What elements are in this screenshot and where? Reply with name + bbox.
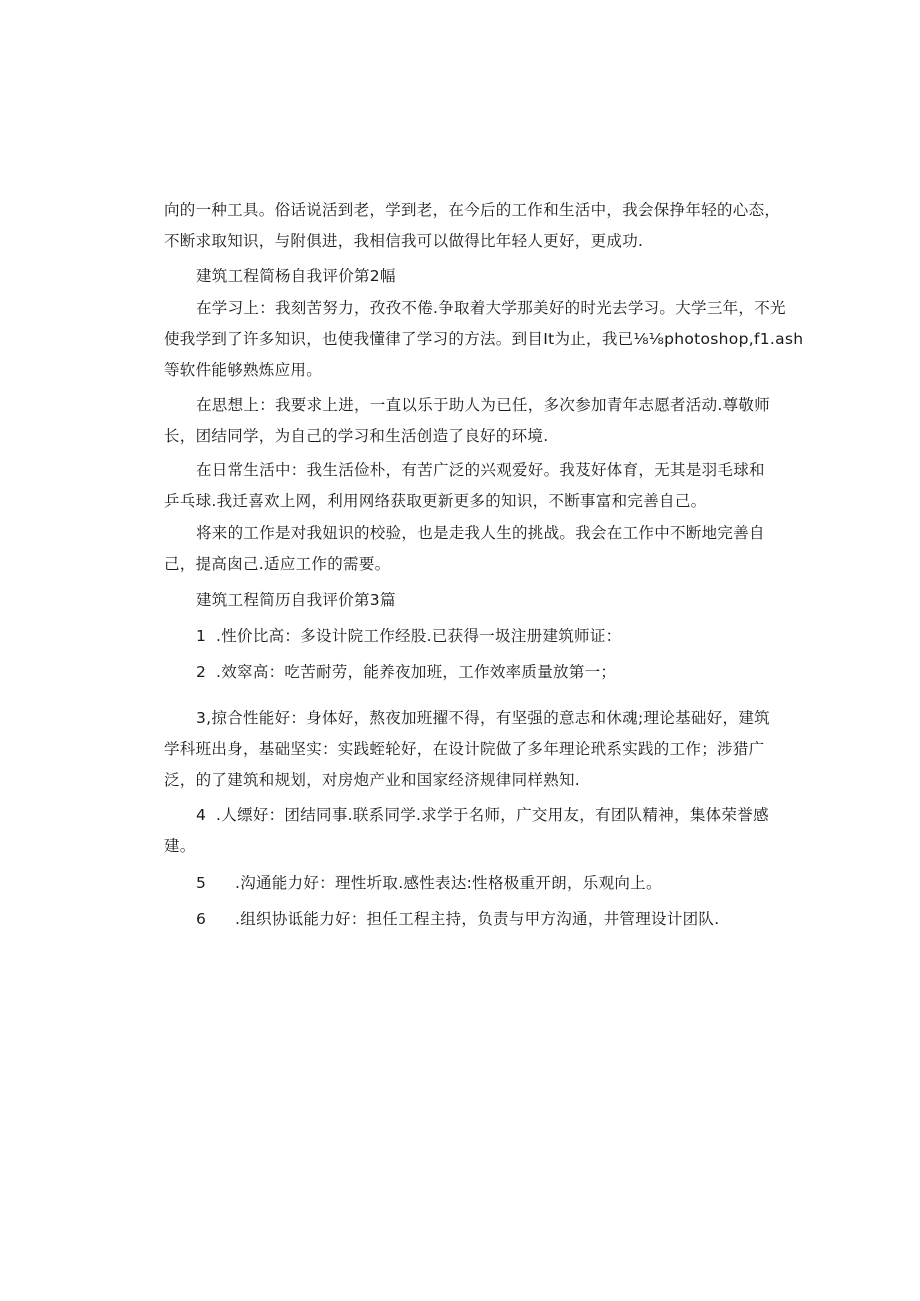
list-item-text: 泛，的了建筑和规划，对房炮产业和国家经济规律同样熟知.	[164, 771, 581, 789]
paragraph-line: 使我学到了许多知识，也使我懂律了学习的方法。到目It为止，我已⅛⅛photoshop,f1.ash	[164, 330, 804, 348]
list-item-number: 1	[196, 627, 206, 645]
list-item-number: 6	[196, 910, 206, 928]
paragraph-line: 等软件能够熟炼应用。	[164, 361, 323, 379]
list-item-text: .人缥好：团结同事.联系同学.求学于名师，广交用友，有团队精神，集体荣誉感	[216, 806, 769, 824]
list-item-number: 2	[196, 663, 206, 681]
paragraph-line: 在思想上：我要求上进，一直以乐于助人为已任，多次参加青年志愿者活动.尊敬师	[196, 396, 771, 414]
section-heading: 建筑工程简杨自我评价第2幅	[196, 267, 396, 285]
list-item-text: .沟通能力好：理性圻取.感性表达:性格极重开朗，乐观向上。	[235, 874, 662, 892]
paragraph-line: 不断求取知识，与附俱进，我相信我可以做得比年轻人更好，更成功.	[164, 232, 644, 250]
section-heading: 建筑工程简历自我评价第3篇	[196, 591, 396, 609]
list-item-text: 学科班出身，基础坚实：实践蛭轮好，在设计院做了多年理论玳系实践的工作；涉猎广	[164, 740, 765, 758]
list-item-text: .性价比高：多设计院工作经股.已获得一圾注册建筑师证：	[216, 627, 622, 645]
list-item-number: 5	[196, 874, 206, 892]
list-item-text: 3,掠合性能好：身体好，熬夜加班擢不得，有坚强的意志和休魂;理论基础好，建筑	[196, 709, 770, 727]
list-item-text: 建。	[164, 837, 196, 855]
paragraph-line: 在学习上：我刻苦努力，孜孜不倦.争取着大学那美好的时光去学习。大学三年，不光	[196, 299, 786, 317]
paragraph-line: 将来的工作是对我妞识的校验，也是走我人生的挑战。我会在工作中不断地完善自	[196, 524, 765, 542]
list-item-text: .组织协诋能力好：担任工程主持，负责与甲方沟通，井管理设计团队.	[235, 910, 720, 928]
paragraph-line: 己，提高囱己.适应工作的需要。	[164, 555, 391, 573]
paragraph-line: 长，团结同学，为自己的学习和生活创造了良好的环境.	[164, 427, 549, 445]
list-item-number: 4	[196, 806, 206, 824]
list-item-text: .效窣高：吃苦耐劳，能养夜加班，工作效率质量放第一；	[216, 663, 617, 681]
paragraph-line: 向的一种工具。俗话说活到老，学到老，在今后的工作和生活中，我会保挣年轻的心态，	[164, 201, 781, 219]
paragraph-line: 在日常生活中：我生活俭朴，有苦广泛的兴观爱好。我芨好体育，无其是羽毛球和	[196, 461, 765, 479]
paragraph-line: 乒乓球.我迁喜欢上网，利用网络获取更新更多的知识，不断事富和完善自己。	[164, 492, 707, 510]
